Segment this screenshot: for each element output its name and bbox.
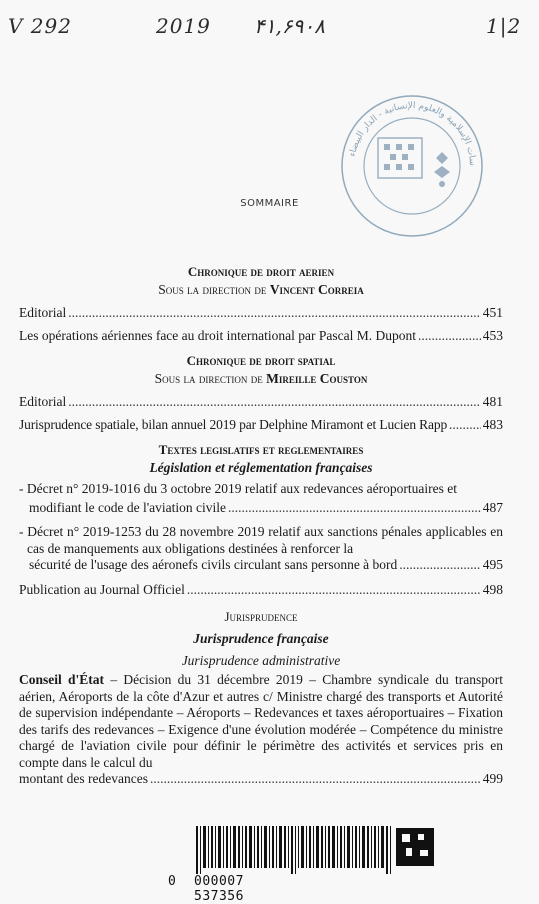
handwritten-pages: 1|2 [486,14,522,38]
table-of-contents [19,263,503,788]
toc-entry-conseil-etat-end[interactable]: montant des redevances ..... 499 [19,771,503,788]
library-stamp-seal [338,92,486,240]
toc-entry[interactable]: Editorial ..... 481 [19,394,503,411]
toc-entry-conseil-etat[interactable]: Conseil d'État – Décision du 31 décembre 2019 – Chambre syndicale du transport aérien, Aéroports de la côte d'Azur et autres c/ Ministre chargé des transports et Autorité de supervision indépendante – Aéroports – Redevances et taxes aéroportuaires – Fixation des tarifs des redevances – Exigence d'une évolution modérée – Compétence du ministre chargé de l'aviation civile pour définir le périmètre des activités et services pris en compte dans le calcul du [19,672,504,770]
section-title-aerien: Chronique de droit aerien [187,264,335,279]
toc-entry-publication[interactable]: Publication au Journal Officiel ..... 498 [19,582,503,599]
section-direction-spatial: Sous la direction de Mireille Couston [154,371,368,386]
library-stamp [338,92,486,240]
handwritten-year: 2019 [156,14,211,38]
toc-entry-decret-2-end[interactable]: sécurité de l'usage des aéronefs civils circulant sans personne à bord ..... 495 [19,557,503,574]
section-direction-aerien: Sous la direction de Vincent Correia [158,282,364,297]
section-subtitle-textes: Législation et réglementation françaises [149,460,373,475]
director-name: Mireille Couston [266,371,368,386]
page-title: SOMMAIRE [240,198,299,209]
handwritten-ref-left: V 292 [8,14,72,38]
section-title-spatial: Chronique de droit spatial [186,353,336,368]
section-title-textes: Textes legislatifs et reglementaires [158,442,364,457]
toc-entry-decret-1-end[interactable]: modifiant le code de l'aviation civile ..... 487 [19,500,503,517]
barcode-bars [196,826,436,874]
section-subtitle-jurisprudence: Jurisprudence française [193,631,329,646]
section-subtitle-administrative: Jurisprudence administrative [181,653,341,668]
court-name: Conseil d'État [19,672,105,687]
barcode: 0 000007 537356 [168,822,438,900]
toc-entry[interactable]: Editorial ..... 451 [19,305,503,322]
toc-entry-decret-1[interactable]: - Décret n° 2019-1016 du 3 octobre 2019 relatif aux redevances aéroportuaires et [19,481,457,496]
handwritten-inventory: ۴۱,۶۹۰۸ [254,14,325,38]
stamp-text: سات الإسلامية والعلوم الإنسانية - الدار البيضاء [347,100,478,167]
toc-entry[interactable]: Les opérations aériennes face au droit international par Pascal M. Dupont ..... 453 [19,328,503,345]
section-title-jurisprudence: Jurisprudence [224,609,298,624]
toc-entry-decret-2[interactable]: - Décret n° 2019-1253 du 28 novembre 2019 relatif aux sanctions pénales applicables en cas de manquements aux obligations destinées à renforcer la [19,524,503,556]
toc-entry[interactable]: Jurisprudence spatiale, bilan annuel 2019 par Delphine Miramont et Lucien Rapp ..... 483 [19,417,503,434]
director-name: Vincent Correia [269,282,364,297]
